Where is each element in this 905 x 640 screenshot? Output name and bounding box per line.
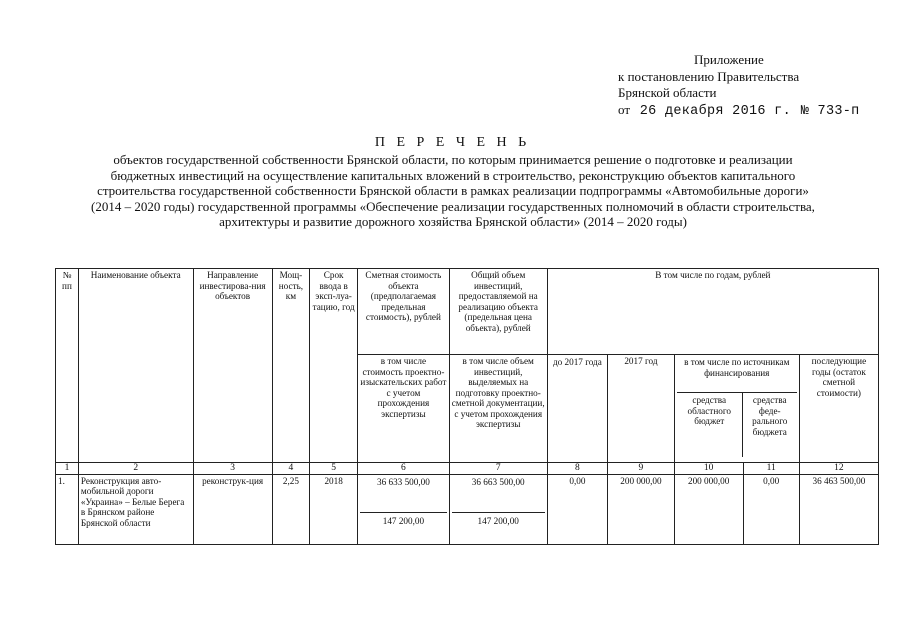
colnum-1: 1 xyxy=(56,463,79,475)
row-investment-cell xyxy=(449,474,547,544)
header-col-direction: Направление инвестирова-ния объектов xyxy=(193,269,272,463)
header-col-year: Срок ввода в эксп-луа-тацию, год xyxy=(310,269,358,463)
colnum-5: 5 xyxy=(310,463,358,475)
colnum-2: 2 xyxy=(78,463,193,475)
header-col-investment-docs: в том числе объем инвестиций, выделяемых на подготовку проектно-сметной документации, с учетом прохождения экспертизы xyxy=(449,355,547,463)
colnum-8: 8 xyxy=(547,463,607,475)
row-investment-docs: 147 200,00 xyxy=(452,512,545,538)
colnum-7: 7 xyxy=(449,463,547,475)
header-col-before-2017: до 2017 года xyxy=(547,355,607,463)
header-sources-group xyxy=(674,355,799,463)
header-col-estimated-cost: Сметная стоимость объекта (предполагаемая предельная стоимость), рублей xyxy=(358,269,450,355)
header-col-2017: 2017 год xyxy=(608,355,675,463)
decree-number: № 733-п xyxy=(800,103,860,119)
row-estimated-cost-cell xyxy=(358,474,450,544)
header-years-group: В том числе по годам, рублей xyxy=(547,269,878,355)
row-name: Реконструкция авто-мобильной дороги «Украина» – Белые Берега в Брянском районе Брянской области xyxy=(78,474,193,544)
header-col-federal: средства феде-рального бюджета xyxy=(752,395,788,437)
header-col-investment-total: Общий объем инвестиций, предоставляемой на реализацию объекта (предельная цена объекта), рублей xyxy=(449,269,547,355)
header-col-survey-cost: в том числе стоимость проектно-изыскательских работ с учетом прохождения экспертизы xyxy=(358,355,450,463)
row-2017: 200 000,00 xyxy=(608,474,675,544)
row-subsequent-years: 36 463 500,00 xyxy=(799,474,878,544)
header-sources-label: в том числе по источникам финансирования xyxy=(684,357,790,378)
row-year: 2018 xyxy=(310,474,358,544)
objects-table xyxy=(55,268,879,545)
column-numbers-row xyxy=(56,463,879,475)
appendix-header xyxy=(618,52,860,120)
header-col-capacity: Мощ-ность, км xyxy=(272,269,310,463)
colnum-12: 12 xyxy=(799,463,878,475)
colnum-3: 3 xyxy=(193,463,272,475)
appendix-region: Брянской области xyxy=(618,85,717,100)
header-col-subsequent: последующие годы (остаток сметной стоимости) xyxy=(799,355,878,463)
appendix-date-line xyxy=(618,102,860,121)
decree-date: 26 декабря 2016 г. xyxy=(639,103,791,119)
document-title: П Е Р Е Ч Е Н Ь xyxy=(374,135,531,150)
header-col-regional: средства областного бюджет xyxy=(677,393,743,457)
row-estimated-cost: 36 633 500,00 xyxy=(377,476,430,487)
colnum-9: 9 xyxy=(608,463,675,475)
table-row xyxy=(56,474,879,544)
row-capacity: 2,25 xyxy=(272,474,310,544)
row-direction: реконструк-ция xyxy=(193,474,272,544)
row-regional-budget: 200 000,00 xyxy=(674,474,743,544)
header-col-name: Наименование объекта xyxy=(78,269,193,463)
row-num: 1. xyxy=(56,474,79,544)
appendix-label: Приложение xyxy=(694,52,764,67)
row-federal-budget: 0,00 xyxy=(743,474,799,544)
row-estimated-cost-survey: 147 200,00 xyxy=(360,512,447,538)
row-before-2017: 0,00 xyxy=(547,474,607,544)
header-sources-cols xyxy=(677,392,797,457)
appendix-decree: к постановлению Правительства xyxy=(618,68,800,84)
row-investment-total: 36 663 500,00 xyxy=(471,476,525,487)
colnum-4: 4 xyxy=(272,463,310,475)
header-col-num: № пп xyxy=(56,269,79,463)
colnum-10: 10 xyxy=(674,463,743,475)
document-subtitle: объектов государственной собственности Брянской области, по которым принимается решение о подготовке и реализации бюджетных инвестиций на осуществление капитальных вложений в строительство, реконструкцию объектов капитального строительства государственной собственности Брянской области в рамках реализации подпрограммы «Автомобильные дороги» (2014 – 2020 годы) государственной программы «Обеспечение реализации государственных полномочий в области строительства, архитектуры и развитие дорожного хозяйства Брянской области» (2014 – 2020 годы) xyxy=(91,152,815,229)
colnum-6: 6 xyxy=(358,463,450,475)
date-prefix: от xyxy=(618,101,631,117)
header-row-top xyxy=(56,269,879,355)
colnum-11: 11 xyxy=(743,463,799,475)
